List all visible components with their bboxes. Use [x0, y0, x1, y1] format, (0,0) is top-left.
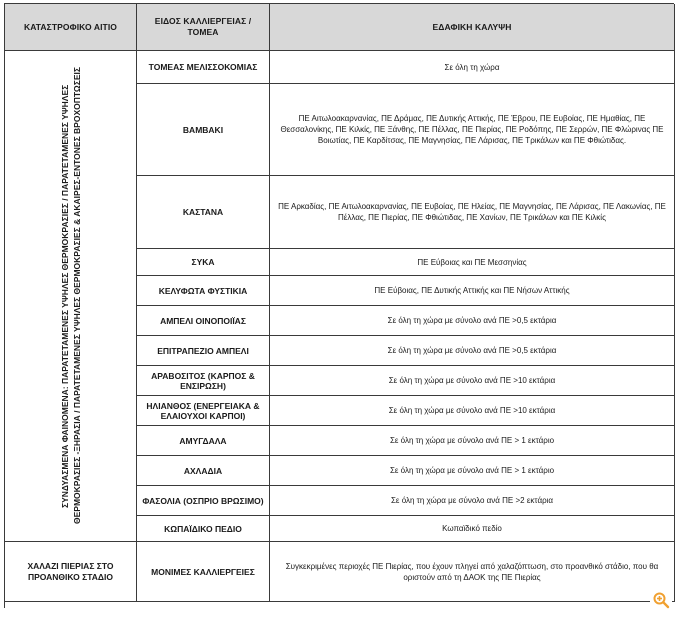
table-row-type: ΑΧΛΑΔΙΑ [137, 456, 270, 486]
table-row-type: ΑΡΑΒΟΣΙΤΟΣ (ΚΑΡΠΟΣ & ΕΝΣΙΡΩΣΗ) [137, 366, 270, 396]
table-row-coverage: Σε όλη τη χώρα με σύνολο ανά ΠΕ > 1 εκτάριο [270, 426, 675, 456]
crop-coverage-table [4, 3, 674, 608]
table-row-coverage: Σε όλη τη χώρα με σύνολο ανά ΠΕ >10 εκτάρια [270, 366, 675, 396]
table-row-coverage: Σε όλη τη χώρα με σύνολο ανά ΠΕ >10 εκτάρια [270, 396, 675, 426]
table-row-type: ΑΜΠΕΛΙ ΟΙΝΟΠΟΙΪΑΣ [137, 306, 270, 336]
table-row-type: ΒΑΜΒΑΚΙ [137, 84, 270, 176]
table-row-coverage: Σε όλη τη χώρα με σύνολο ανά ΠΕ > 1 εκτάριο [270, 456, 675, 486]
table-row-type: ΑΜΥΓΔΑΛΑ [137, 426, 270, 456]
table-row-coverage: Σε όλη τη χώρα με σύνολο ανά ΠΕ >0,5 εκτάρια [270, 306, 675, 336]
table-row-type: ΚΑΣΤΑΝΑ [137, 176, 270, 249]
table-row-coverage: ΠΕ Εύβοιας, ΠΕ Δυτικής Αττικής και ΠΕ Νήσων Αττικής [270, 276, 675, 306]
table-row-coverage: Σε όλη τη χώρα με σύνολο ανά ΠΕ >2 εκτάρια [270, 486, 675, 516]
header-coverage: ΕΔΑΦΙΚΗ ΚΑΛΥΨΗ [270, 4, 675, 51]
table-row-coverage: ΠΕ Αιτωλοακαρνανίας, ΠΕ Δράμας, ΠΕ Δυτικής Αττικής, ΠΕ Έβρου, ΠΕ Ευβοίας, ΠΕ Ημαθίας, ΠΕ Θεσσαλονίκης, ΠΕ Κιλκίς, ΠΕ Ξάνθης, ΠΕ Πέλλας, ΠΕ Πιερίας, ΠΕ Ροδόπης, ΠΕ Σερρών, ΠΕ Φλώρινας ΠΕ Βοιωτίας, ΠΕ Καρδίτσας, ΠΕ Μαγνησίας, ΠΕ Λάρισας, ΠΕ Τρικάλων και ΠΕ Φθιώτιδας. [270, 84, 675, 176]
header-cause: ΚΑΤΑΣΤΡΟΦΙΚΟ ΑΙΤΙΟ [5, 4, 137, 51]
table-row-type: ΗΛΙΑΝΘΟΣ (ΕΝΕΡΓΕΙΑΚΑ & ΕΛΑΙΟΥΧΟΙ ΚΑΡΠΟΙ) [137, 396, 270, 426]
table-row-coverage: ΠΕ Αρκαδίας, ΠΕ Αιτωλοακαρνανίας, ΠΕ Ευβοίας, ΠΕ Ηλείας, ΠΕ Μαγνησίας, ΠΕ Λάρισας, ΠΕ Λακωνίας, ΠΕ Πέλλας, ΠΕ Πιερίας, ΠΕ Φθιώτιδας, ΠΕ Χανίων, ΠΕ Τρικάλων και ΠΕ Κιλκίς [270, 176, 675, 249]
table-row-type: ΕΠΙΤΡΑΠΕΖΙΟ ΑΜΠΕΛΙ [137, 336, 270, 366]
zoom-in-icon[interactable] [650, 589, 672, 611]
table-row-coverage: ΠΕ Εύβοιας και ΠΕ Μεσσηνίας [270, 249, 675, 276]
cause-combined-label: ΣΥΝΔΥΑΣΜΕΝΑ ΦΑΙΝΟΜΕΝΑ: ΠΑΡΑΤΕΤΑΜΕΝΕΣ ΥΨΗΛΕΣ ΘΕΡΜΟΚΡΑΣΙΕΣ / ΠΑΡΑΤΕΤΑΜΕΝΕΣ ΥΨΗΛΕΣ ΘΕΡΜΟΚΡΑΣΙΕΣ -ΞΗΡΑΣΙΑ / ΠΑΡΑΤΕΤΑΜΕΝΕΣ ΥΨΗΛΕΣ ΘΕΡΜΟΚΡΑΣΙΕΣ & ΑΚΑΙΡΕΣ-ΕΝΤΟΝΕΣ ΒΡΟΧΟΠΤΩΣΕΙΣ [59, 67, 82, 525]
table-row-coverage: Σε όλη τη χώρα με σύνολο ανά ΠΕ >0,5 εκτάρια [270, 336, 675, 366]
table-row-coverage: Σε όλη τη χώρα [270, 51, 675, 84]
cause-combined-phenomena [5, 51, 137, 542]
table-row-type: ΜΟΝΙΜΕΣ ΚΑΛΛΙΕΡΓΕΙΕΣ [137, 542, 270, 602]
table-row-type: ΣΥΚΑ [137, 249, 270, 276]
table-row-type: ΚΕΛΥΦΩΤΑ ΦΥΣΤΙΚΙΑ [137, 276, 270, 306]
cause-hail-pieria: ΧΑΛΑΖΙ ΠΙΕΡΙΑΣ ΣΤΟ ΠΡΟΑΝΘΙΚΟ ΣΤΑΔΙΟ [5, 542, 137, 602]
zoom-in-icon-graphic [652, 591, 670, 609]
table-row-coverage: Κωπαϊδικό πεδίο [270, 516, 675, 542]
header-crop-type: ΕΙΔΟΣ ΚΑΛΛΙΕΡΓΕΙΑΣ / ΤΟΜΕΑ [137, 4, 270, 51]
table-row-type: ΚΩΠΑΪΔΙΚΟ ΠΕΔΙΟ [137, 516, 270, 542]
table-row-type: ΦΑΣΟΛΙΑ (ΟΣΠΡΙΟ ΒΡΩΣΙΜΟ) [137, 486, 270, 516]
table-row-coverage: Συγκεκριμένες περιοχές ΠΕ Πιερίας, που έχουν πληγεί από χαλαζόπτωση, στο προανθικό στάδιο, που θα οριστούν από τη ΔΑΟΚ της ΠΕ Πιερίας [270, 542, 675, 602]
table-row-type: ΤΟΜΕΑΣ ΜΕΛΙΣΣΟΚΟΜΙΑΣ [137, 51, 270, 84]
